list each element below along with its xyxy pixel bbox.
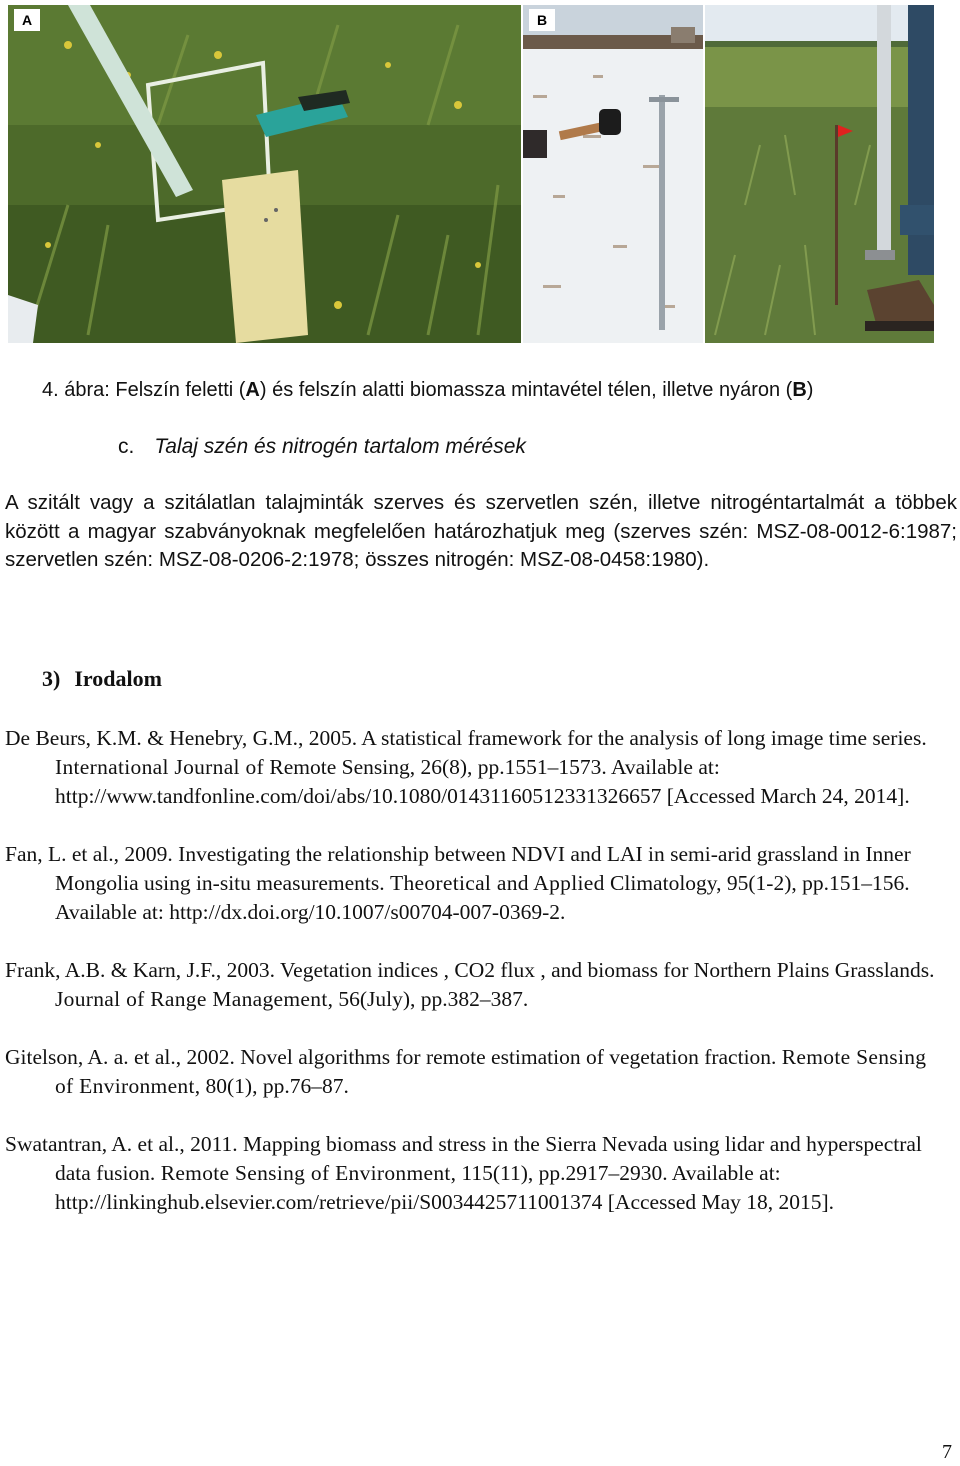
reference-text: Swatantran, A. et al., 2011. Mapping biomass and stress in the Sierra Nevada using lidar and hyperspectral data fusion. — [5, 1132, 922, 1185]
reference-list — [5, 724, 950, 1217]
subsection-heading — [118, 433, 526, 461]
subsection-marker: c. — [118, 435, 135, 458]
reference-journal: Remote Sensing of Environment — [160, 1161, 451, 1185]
reference-text: Gitelson, A. a. et al., 2002. Novel algorithms for remote estimation of vegetation fraction. — [5, 1045, 782, 1069]
body-paragraph: A szitált vagy a szitálatlan talajminták szerves és szervetlen szén, illetve nitrogéntartalmát a többek között a magyar szabványoknak megfelelően határozhatjuk meg (szerves szén: MSZ-08-0012-6:1987; szervetlen szén: MSZ-08-0206-2:1978; összes nitrogén: MSZ-08-0458:1980). — [5, 491, 957, 571]
reference-journal: Theoretical and Applied — [390, 871, 605, 895]
reference-item — [5, 1130, 950, 1217]
reference-item — [5, 1043, 950, 1101]
page-number: 7 — [942, 1441, 952, 1463]
reference-details: Climatology, 95(1-2), pp.151–156. Available at: http://dx.doi.org/10.1007/s00704-007-0369-2. — [55, 871, 910, 924]
caption-bold-b: B — [792, 379, 807, 401]
subsection-title: Talaj szén és nitrogén tartalom mérések — [154, 435, 526, 458]
reference-text: Frank, A.B. & Karn, J.F., 2003. Vegetation indices , CO2 flux , and biomass for Northern Plains Grasslands. — [5, 958, 935, 982]
caption-bold-a: A — [245, 379, 260, 401]
section-title: Irodalom — [74, 666, 162, 691]
section-number: 3) — [42, 666, 61, 691]
reference-details: , 80(1), pp.76–87. — [194, 1074, 349, 1098]
caption-middle: ) és felszín alatti biomassza mintavétel télen, illetve nyáron ( — [259, 379, 793, 401]
figure-photos — [8, 5, 934, 343]
panel-a-label: A — [14, 9, 40, 31]
photo-b-image — [523, 5, 703, 343]
photo-c-summer-soil-coring — [705, 5, 934, 343]
reference-details: Remote Sensing, 26(8), pp.1551–1573. Available at: http://www.tandfonline.com/doi/abs/10.1080/01431160512331326657 [Accessed March 24, 2014]. — [55, 755, 910, 808]
reference-item — [5, 724, 950, 811]
caption-suffix: ) — [806, 379, 814, 401]
reference-item — [5, 840, 950, 927]
caption-prefix: 4. ábra: Felszín feletti ( — [42, 379, 246, 401]
photo-b-winter-soil-coring — [523, 5, 703, 343]
reference-text: De Beurs, K.M. & Henebry, G.M., 2005. A statistical framework for the analysis of long image time series. — [5, 726, 927, 750]
reference-item — [5, 956, 950, 1014]
figure-caption — [42, 376, 957, 404]
reference-journal: Journal of Range Management — [55, 987, 328, 1011]
photo-a-image — [8, 5, 521, 343]
panel-b-label: B — [529, 9, 555, 31]
reference-journal: International Journal of — [55, 755, 264, 779]
reference-text: Fan, L. et al., 2009. Investigating the relationship between NDVI and LAI in semi-arid grassland in Inner Mongolia using in-situ measurements. — [5, 842, 911, 895]
reference-details: , 56(July), pp.382–387. — [327, 987, 529, 1011]
reference-details: , 115(11), pp.2917–2930. Available at: http://linkinghub.elsevier.com/retrieve/pii/S0034425711001374 [Accessed May 18, 2015]. — [55, 1161, 835, 1214]
photo-a-grass-quadrat — [8, 5, 521, 343]
reference-journal: Remote Sensing of Environment — [55, 1045, 927, 1098]
section-heading — [42, 665, 162, 693]
photo-c-image — [705, 5, 934, 343]
